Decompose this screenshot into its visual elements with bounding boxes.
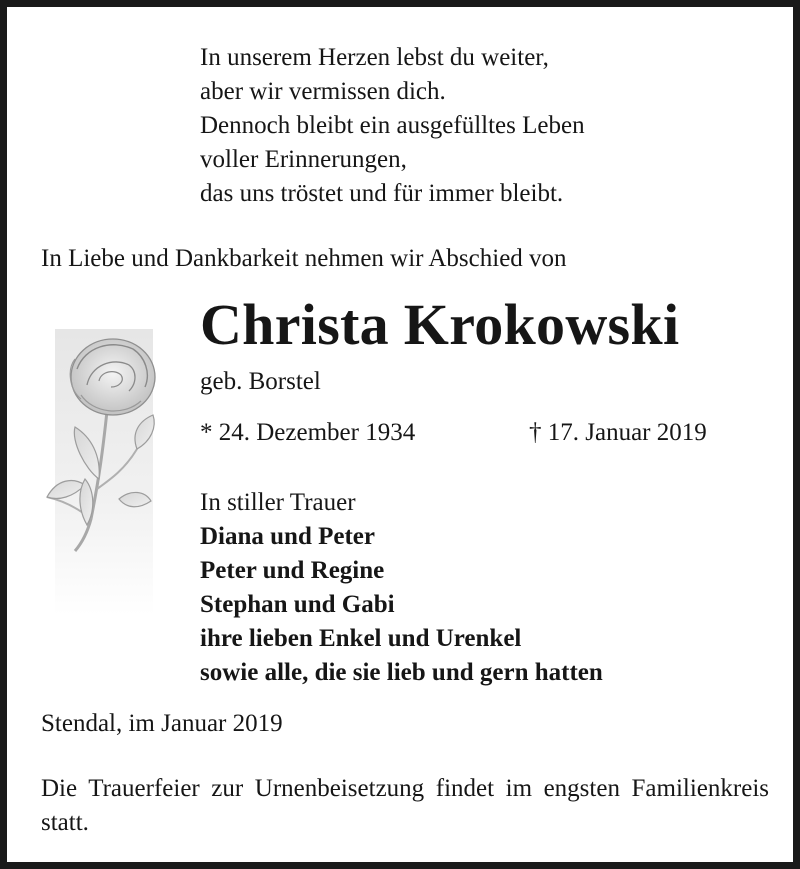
birth-date: * 24. Dezember 1934 (200, 419, 416, 446)
place-date: Stendal, im Januar 2019 (41, 710, 283, 737)
poem (200, 41, 760, 211)
death-date: † 17. Januar 2019 (529, 419, 707, 446)
deceased-name: Christa Krokowski (200, 292, 680, 357)
mourning-heading: In stiller Trauer (200, 489, 356, 516)
mourner-name: Stephan und Gabi (200, 591, 395, 618)
rose-illustration (41, 329, 167, 615)
mourner-name: ihre lieben Enkel und Urenkel (200, 625, 522, 652)
mourner-name: Peter und Regine (200, 557, 385, 584)
poem-line: das uns tröstet und für immer bleibt. (200, 180, 564, 207)
mourner-name: Diana und Peter (200, 523, 375, 550)
farewell-intro: In Liebe und Dankbarkeit nehmen wir Abschied von (41, 245, 567, 272)
maiden-name: geb. Borstel (200, 368, 321, 395)
poem-line: In unserem Herzen lebst du weiter, (200, 44, 549, 71)
poem-line: aber wir vermissen dich. (200, 78, 446, 105)
service-note: Die Trauerfeier zur Urnenbeisetzung findet im engsten Familienkreis statt. (41, 775, 769, 836)
mourner-name: sowie alle, die sie lieb und gern hatten (200, 659, 603, 686)
poem-line: Dennoch bleibt ein ausgefülltes Leben (200, 112, 585, 139)
mourners-list (200, 486, 760, 690)
poem-line: voller Erinnerungen, (200, 146, 407, 173)
